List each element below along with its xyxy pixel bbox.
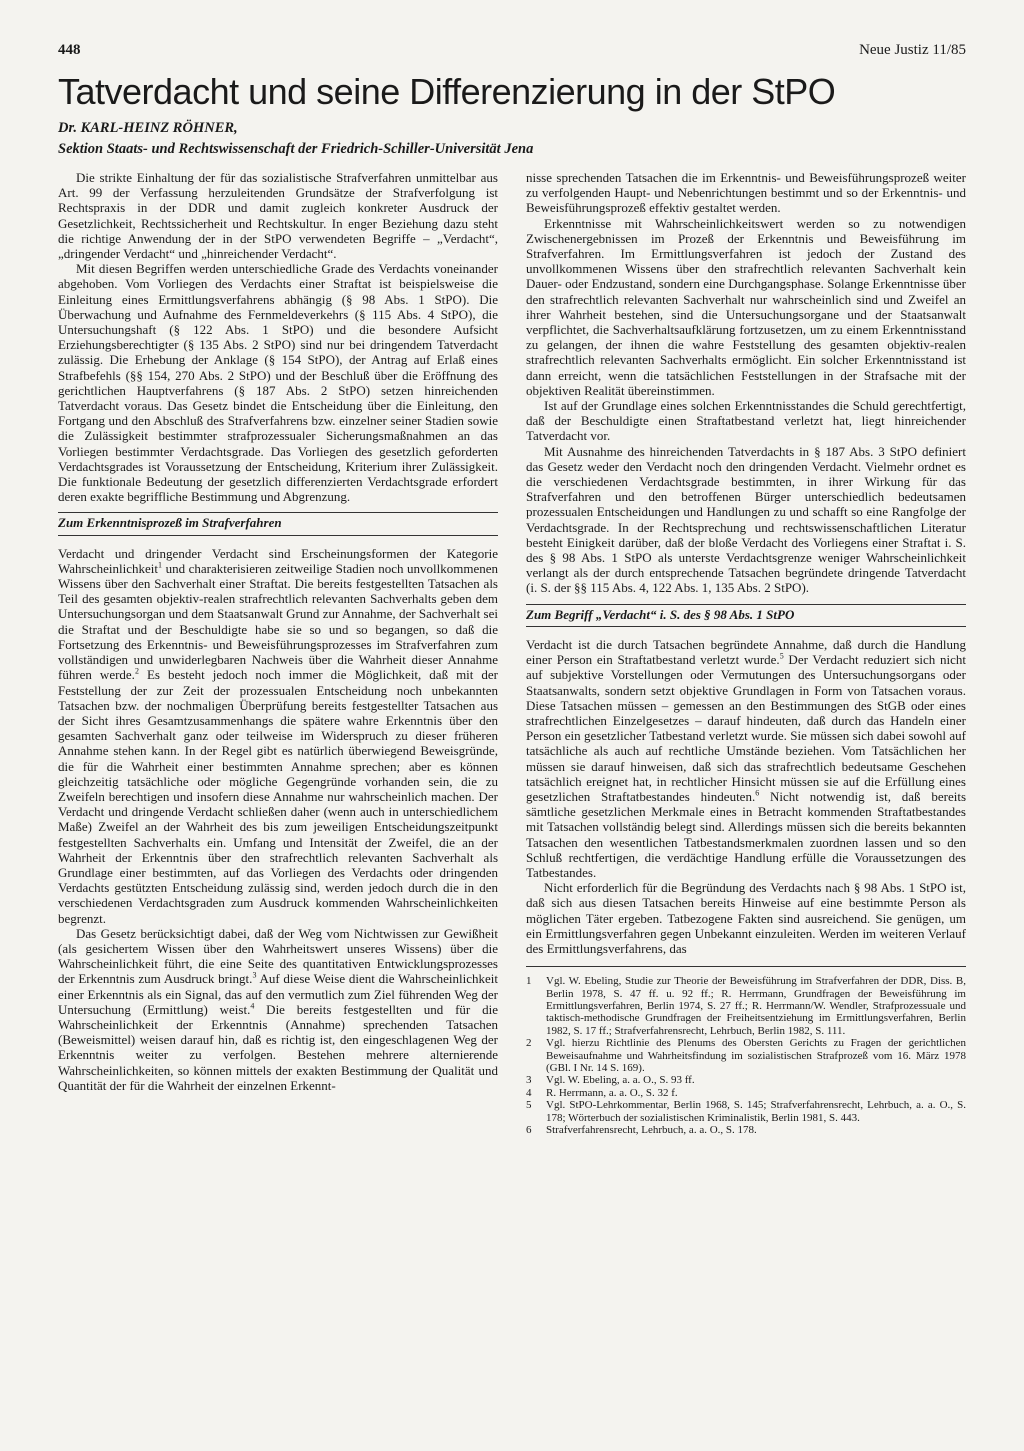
paragraph: Mit diesen Begriffen werden unterschiedliche Grade des Verdachts voneinander abgehoben. Vom Vorliegen des Verdachts einer Straftat ist beispielsweise die Einleitung eines Ermittlungsverfahrens abhängig (§ 98 Abs. 1 StPO). Die Überwachung und Aufnahme des Fernmeldeverkehrs (§ 115 Abs. 4 StPO), die Untersuchungshaft (§ 122 Abs. 1 StPO) und die besondere Aufsicht Erziehungsberechtigter (§ 135 Abs. 2 StPO) sind nur bei dringendem Tatverdacht zulässig. Die Erhebung der Anklage (§ 154 StPO), der Antrag auf Erlaß eines Strafbefehls (§§ 154, 270 Abs. 2 StPO) und der Beschluß über die Eröffnung des gerichtlichen Hauptverfahrens (§ 187 Abs. 2 StPO) setzen hinreichenden Tatverdacht voraus. Das Gesetz bindet die Entscheidung über die Einleitung, den Fortgang und den Abschluß des Strafverfahrens bzw. einzelner seiner Stadien sowie die Zulässigkeit bestimmter strafprozessualer Sicherungsmaßnahmen an das Vorliegen bestimmter Verdachtsgrade. Das Vorliegen des gesetzlich geforderten Verdachtsgrades ist Voraussetzung der Entscheidung, Kriterium ihrer Zulässigkeit. Die funktionale Bedeutung der gesetzlich differenzierten Verdachtsgrade erfordert deren exakte begriffliche Bestimmung und Abgrenzung.	[58, 261, 498, 505]
section-heading: Zum Erkenntnisprozeß im Strafverfahren	[58, 512, 498, 535]
paragraph: nisse sprechenden Tatsachen die im Erkenntnis- und Beweisführungsprozeß weiter zu verfolgenden Haupt- und Nebenrichtungen bestimmt und so der Erkenntnis- und Beweisführungsprozeß effektiv gestaltet werden.	[526, 170, 966, 216]
journal-issue: Neue Justiz 11/85	[859, 42, 966, 58]
paragraph: Ist auf der Grundlage eines solchen Erkenntnisstandes die Schuld gerechtfertigt, daß der Beschuldigte einen Straftatbestand verletzt hat, liegt hinreichender Tatverdacht vor.	[526, 398, 966, 444]
section-heading: Zum Begriff „Verdacht“ i. S. des § 98 Abs. 1 StPO	[526, 604, 966, 627]
paragraph: Das Gesetz berücksichtigt dabei, daß der Weg vom Nichtwissen zur Gewißheit (als gesichertem Wissen über den Wahrheitswert unseres Wissens) über die Wahrscheinlichkeit führt, die eine Seite des quantitativen Entwicklungsprozesses der Erkenntnis zum Ausdruck bringt.$^3$ Auf diese Weise dient die Wahrscheinlichkeit einer Erkenntnis als ein Signal, das auf den vermutlich zum Ziel führenden Weg der Untersuchung (Ermittlung) weist.$^4$ Die bereits festgestellten und für die Wahrscheinlichkeit der Erkenntnis (Annahme) sprechenden Tatsachen (Beweismittel) weisen darauf hin, daß es richtig ist, den eingeschlagenen Weg der Erkenntnis weiter zu verfolgen. Bestehen mehrere alternierende Wahrscheinlichkeiten, so können mittels der exakten Bestimmung der Qualität und Quantität der für die Wahrheit der einzelnen Erkennt-	[58, 925, 499, 1093]
left-column	[58, 170, 498, 1093]
author-affiliation: Sektion Staats- und Rechtswissenschaft der Friedrich-Schiller-Universität Jena	[58, 141, 534, 157]
footnote: 6 Strafverfahrensrecht, Lehrbuch, a. a. O., S. 178.	[526, 1124, 757, 1137]
paragraph: Mit Ausnahme des hinreichenden Tatverdachts in § 187 Abs. 3 StPO definiert das Gesetz weder den Verdacht noch den dringenden Verdacht. Vielmehr ordnet es die verschiedenen Verdachtsgrade bestimmten, in ihrer Wirkung für das Strafverfahren und den betroffenen Bürger unterschiedlich bedeutsamen prozessualen Entscheidungen und Handlungen zu und schafft so eine Rangfolge der Verdachtsgrade. In der Rechtsprechung und rechtswissenschaftlichen Literatur besteht Einigkeit darüber, daß der bloße Verdacht des Vorliegens einer Straftat i. S. des § 98 Abs. 1 StPO als unterste Verdachtsgrenze weniger Wahrscheinlichkeit verlangt als der durch entsprechende Tatsachen begründete dringende Tatverdacht (i. S. der §§ 115 Abs. 4, 122 Abs. 1, 135 Abs. 2 StPO).	[526, 443, 966, 596]
footnote-ref: 4	[250, 1001, 255, 1011]
footnote: 4 R. Herrmann, a. a. O., S. 32 f.	[526, 1086, 678, 1099]
right-column	[526, 170, 966, 1136]
footnote: 2 Vgl. hierzu Richtlinie des Plenums des Obersten Gerichts zu Fragen der gerichtlichen Beweisaufnahme und Wahrheitsfindung im sozialistischen Strafprozeß vom 16. März 1978 (GBl. I Nr. 14 S. 169).	[526, 1037, 966, 1074]
page-number: 448	[58, 42, 81, 58]
paragraph: Verdacht und dringender Verdacht sind Erscheinungsformen der Kategorie Wahrscheinlichkeit$^1$ und charakterisieren zeitweilige Stadien noch unvollkommenen Wissens über den Sachverhalt einer Straftat. Die bereits festgestellten Tatsachen als Teil des gesamten objektiv-realen strafrechtlich relevanten Sachverhalts geben dem Untersuchungsorgan und dem Staatsanwalt Grund zur Annahme, der Sachverhalt sei die Straftat und der Beschuldigte habe sie so und so begangen, so daß die Fortsetzung des Erkenntnis- und Beweisführungsprozesses im Strafverfahren zum vollständigen und unwiderlegbaren Nachweis über die Wahrheit dieser Annahme führen werde.$^2$ Es besteht jedoch noch immer die Möglichkeit, daß mit der Feststellung der zur Zeit der prozessualen Entscheidung noch unbekannten Tatsachen bzw. der nochmaligen Überprüfung bereits festgestellter Tatsachen aus der Sicht ihres Gesamtzusammenhangs die spätere wahre Erkenntnis über den gesamten Sachverhalt ganz oder teilweise im Widerspruch zu dieser früheren Annahme stehen kann. In der Regel gibt es natürlich überwiegend Beweisgründe, die für die Wahrheit einer bestimmten Annahme sprechen; aber es können gleichzeitig tatsächliche oder mögliche Gegengründe vorhanden sein, die zu Zweifeln berechtigen und insofern diese Annahme nur wahrscheinlich machen. Der Verdacht und dringende Verdacht schließen daher (wenn auch in unterschiedlichem Maße) Zweifel an der Wahrheit des bis zum jeweiligen Entscheidungszeitpunkt festgestellten Sachverhalts ein. Umfang und Intensität der Zweifel, die an der Wahrheit der Erkenntnis über den strafrechtlich relevanten Sachverhalt als Grundlage einer bestimmten, auf das Vorliegen des Verdachts oder dringenden Verdachts gestützten Entscheidung zulässig sind, werden jedoch durch die in den verschiedenen Verdachtsgraden zum Ausdruck kommenden Wahrscheinlichkeiten begrenzt.	[58, 545, 498, 926]
footnote-ref: 1	[158, 560, 163, 570]
running-header	[58, 42, 966, 59]
footnote: 5 Vgl. StPO-Lehrkommentar, Berlin 1968, S. 145; Strafverfahrensrecht, Lehrbuch, a. a. O., S. 178; Wörterbuch der sozialistischen Kriminalistik, Berlin 1981, S. 443.	[526, 1099, 966, 1124]
footnotes	[526, 966, 966, 1136]
author-name: Dr. KARL-HEINZ RÖHNER,	[58, 120, 238, 136]
article-title: Tatverdacht und seine Differenzierung in der StPO	[58, 71, 836, 112]
footnote: 1 Vgl. W. Ebeling, Studie zur Theorie der Beweisführung im Strafverfahren der DDR, Diss. B, Berlin 1978, S. 47 ff. u. 92 ff.; R. Herrmann, Grundfragen der Beweisführung im Ermittlungsverfahren, Berlin 1974, S. 27 ff.; R. Herrmann/W. Wendler, Strafprozessuale und taktisch-methodische Grundfragen der Freiheitsentziehung im Ermittlungsverfahren, Berlin 1982, S. 17 ff.; Strafverfahrensrecht, Lehrbuch, Berlin 1982, S. 111.	[526, 975, 966, 1037]
footnote-ref: 5	[779, 651, 784, 661]
paragraph: Die strikte Einhaltung der für das sozialistische Strafverfahren unmittelbar aus Art. 99 der Verfassung herzuleitenden Grundsätze der Strafverfolgung ist Rechtspraxis in der DDR und damit zugleich konkreter Ausdruck der Gesetzlichkeit, Rechtssicherheit und Rechtskultur. In enger Beziehung dazu steht die richtige Anwendung der in der StPO verwendeten Begriffe – „Verdacht“, „dringender Verdacht“ und „hinreichender Verdacht“.	[58, 170, 498, 262]
footnote-ref: 6	[755, 788, 760, 798]
paragraph: Verdacht ist die durch Tatsachen begründete Annahme, daß durch die Handlung einer Person ein Straftatbestand verletzt wurde.$^5$ Der Verdacht reduziert sich nicht auf subjektive Vorstellungen oder Vermutungen des Untersuchungsorgans oder Staatsanwalts, sondern setzt objektive Grundlagen in Form von Tatsachen voraus. Diese Tatsachen müssen – gemessen an den Bestimmungen des StGB oder eines strafrechtlichen Einzelgesetzes – darauf hindeuten, daß durch das Handeln einer Person ein gesetzlicher Tatbestand verletzt wurde. Sie müssen sich dabei sowohl auf tatsächliche als auch auf rechtliche Umstände beziehen. Vom Tatsächlichen her müssen sie darauf hinweisen, daß sich das strafrechtlich bedeutsame Geschehen tatsächlich ereignet hat, in rechtlicher Hinsicht müssen sie auf die Erfüllung eines gesetzlichen Straftatbestandes hindeuten.$^6$ Nicht notwendig ist, daß bereits sämtliche gesetzlichen Merkmale eines in Betracht kommenden Straftatbestandes mit Tatsachen vollständig belegt sind. Allerdings müssen sich die bereits bekannten Tatsachen den wesentlichen Tatbestandsmerkmalen zuordnen lassen und so den Schluß rechtfertigen, die verdächtige Handlung erfülle die Voraussetzungen des Tatbestandes.	[526, 636, 967, 880]
author-block	[58, 118, 968, 160]
paragraph: Erkenntnisse mit Wahrscheinlichkeitswert werden so zu notwendigen Zwischenergebnissen im Prozeß der Erkenntnis und Beweisführung im Strafverfahren. Im Ermittlungsverfahren ist jedoch der Zustand des unvollkommenen Wissens über den strafrechtlich relevanten Sachverhalt kein Dauer- oder Endzustand, sondern eine Durchgangsphase. Solange Erkenntnisse über den strafrechtlich relevanten Sachverhalt nur wahrscheinlich sind und Zweifel an ihrer Wahrheit bestehen, sind die Untersuchungsorgane und der Staatsanwalt verpflichtet, die Sachverhaltsaufklärung fortzusetzen, um zu einem Erkenntnisstand zu gelangen, der ihnen die wahre Feststellung des gesamten objektiv-realen strafrechtlich relevanten Sachverhalts ermöglicht. Ein solcher Erkenntnisstand ist dann erreicht, wenn die tatsächlichen Feststellungen in der Strafsache mit der objektiven Realität übereinstimmen.	[526, 215, 966, 398]
footnote-ref: 3	[252, 971, 257, 981]
paragraph: Nicht erforderlich für die Begründung des Verdachts nach § 98 Abs. 1 StPO ist, daß sich aus diesen Tatsachen bereits Hinweise auf eine bestimmte Person als möglichen Täter ergeben. Tatbezogene Fakten sind ausreichend. Sie genügen, um ein Ermittlungsverfahren gegen Unbekannt einzuleiten. Werden im weiteren Verlauf des Ermittlungsverfahrens, das	[526, 880, 966, 956]
footnote: 3 Vgl. W. Ebeling, a. a. O., S. 93 ff.	[526, 1074, 695, 1087]
footnote-ref: 2	[134, 666, 139, 676]
